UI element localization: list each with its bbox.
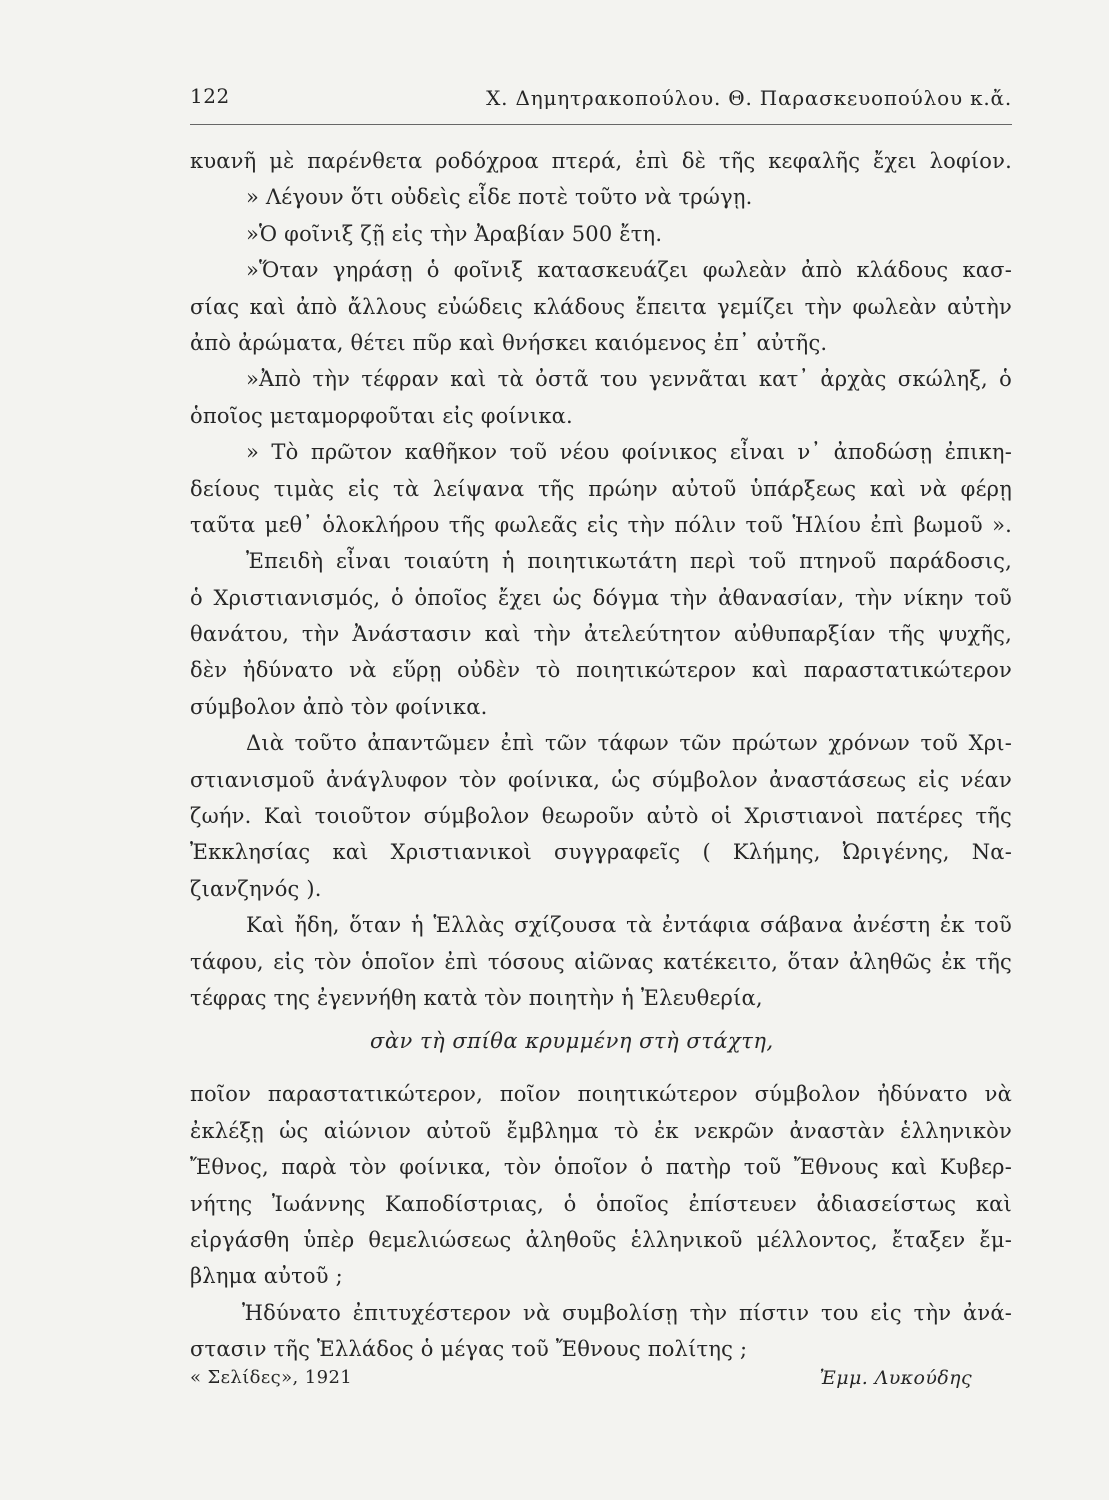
text-line: Καὶ ἤδη, ὅταν ἡ Ἑλλὰς σχίζουσα τὰ ἐντάφια σάβανα ἀνέστη ἐκ τοῦ — [246, 913, 1012, 938]
text-line: ποῖον παραστατικώτερον, ποῖον ποιητικώτερον σύμβολον ἠδύνατο νὰ — [190, 1082, 1012, 1107]
source-citation: « Σελίδες», 1921 — [190, 1367, 353, 1388]
page-header — [190, 84, 1012, 116]
text-line: Ἐκκλησίας καὶ Χριστιανικοὶ συγγραφεῖς ( Κλήμης, Ὠριγένης, Να- — [190, 840, 1012, 865]
text-line: τέφρας της ἐγεννήθη κατὰ τὸν ποιητὴν ἡ Ἐλευθερία, — [190, 985, 763, 1010]
text-line: »Ἀπὸ τὴν τέφραν καὶ τὰ ὀστᾶ του γεννᾶται κατ᾽ ἀρχὰς σκώληξ, ὁ — [246, 367, 1012, 392]
text-line: βλημα αὐτοῦ ; — [190, 1264, 343, 1289]
text-line: ταῦτα μεθ᾽ ὁλοκλήρου τῆς φωλεᾶς εἰς τὴν πόλιν τοῦ Ἡλίου ἐπὶ βωμοῦ ». — [190, 512, 1012, 537]
text-line: σύμβολον ἀπὸ τὸν φοίνικα. — [190, 694, 488, 719]
text-line: ζωήν. Καὶ τοιοῦτον σύμβολον θεωροῦν αὐτὸ οἱ Χριστιανοὶ πατέρες τῆς — [190, 804, 1012, 829]
text-line: » Τὸ πρῶτον καθῆκον τοῦ νέου φοίνικος εἶναι ν᾽ ἀποδώσῃ ἐπικη- — [246, 440, 1012, 465]
verse-quote: σὰν τὴ σπίθα κρυμμένη στὴ στάχτη, — [370, 1029, 774, 1054]
text-line: Ἠδύνατο ἐπιτυχέστερον νὰ συμβολίσῃ τὴν πίστιν του εἰς τὴν ἀνά- — [242, 1300, 1012, 1325]
body-text — [190, 143, 1012, 1368]
text-line: ἀπὸ ἀρώματα, θέτει πῦρ καὶ θνήσκει καιόμενος ἐπ᾽ αὐτῆς. — [190, 330, 828, 355]
text-line: ζιανζηνός ). — [190, 876, 322, 901]
text-line: » Λέγουν ὅτι οὐδεὶς εἶδε ποτὲ τοῦτο νὰ τρώγῃ. — [246, 185, 753, 210]
text-line: δείους τιμὰς εἰς τὰ λείψανα τῆς πρώην αὐτοῦ ὑπάρξεως καὶ νὰ φέρῃ — [190, 476, 1012, 501]
text-line: νήτης Ἰωάννης Καποδίστριας, ὁ ὁποῖος ἐπίστευεν ἀδιασείστως καὶ — [190, 1191, 1012, 1216]
spacer — [190, 1066, 1012, 1076]
text-line: Ἔθνος, παρὰ τὸν φοίνικα, τὸν ὁποῖον ὁ πατὴρ τοῦ Ἔθνους καὶ Κυβερ- — [190, 1155, 1012, 1180]
text-line: θανάτου, τὴν Ἀνάστασιν καὶ τὴν ἀτελεύτητον αὐθυπαρξίαν τῆς ψυχῆς, — [190, 622, 1012, 647]
page-number: 122 — [190, 84, 230, 108]
text-line: »Ὁ φοῖνιξ ζῇ εἰς τὴν Ἀραβίαν 500 ἔτη. — [246, 221, 663, 246]
text-line: ὁ Χριστιανισμός, ὁ ὁποῖος ἔχει ὡς δόγμα τὴν ἀθανασίαν, τὴν νίκην τοῦ — [190, 585, 1012, 610]
text-line: εἰργάσθη ὑπὲρ θεμελιώσεως ἀληθοῦς ἑλληνικοῦ μέλλοντος, ἔταξεν ἔμ- — [190, 1227, 1012, 1252]
page-footer — [190, 1367, 972, 1397]
text-line: ὁποῖος μεταμορφοῦται εἰς φοίνικα. — [190, 403, 573, 428]
author-signature: Ἐμμ. Λυκούδης — [819, 1367, 972, 1389]
text-line: »Ὅταν γηράσῃ ὁ φοῖνιξ κατασκευάζει φωλεὰν ἀπὸ κλάδους κασ- — [246, 258, 1012, 283]
text-line: ἐκλέξῃ ὡς αἰώνιον αὐτοῦ ἔμβλημα τὸ ἐκ νεκρῶν ἀναστὰν ἑλληνικὸν — [190, 1118, 1012, 1143]
text-line: στιανισμοῦ ἀνάγλυφον τὸν φοίνικα, ὡς σύμβολον ἀναστάσεως εἰς νέαν — [190, 767, 1012, 792]
text-line: Διὰ τοῦτο ἀπαντῶμεν ἐπὶ τῶν τάφων τῶν πρώτων χρόνων τοῦ Χρι- — [246, 731, 1012, 756]
text-line: σίας καὶ ἀπὸ ἄλλους εὐώδεις κλάδους ἔπειτα γεμίζει τὴν φωλεὰν αὐτὴν — [190, 294, 1012, 319]
text-line: Ἐπειδὴ εἶναι τοιαύτη ἡ ποιητικωτάτη περὶ τοῦ πτηνοῦ παράδοσις, — [246, 549, 1012, 574]
text-line: δὲν ἠδύνατο νὰ εὕρῃ οὐδὲν τὸ ποιητικώτερον καὶ παραστατικώτερον — [190, 658, 1012, 683]
running-head: Χ. Δημητρακοπούλου. Θ. Παρασκευοπούλου κ.ἄ. — [486, 86, 1012, 110]
text-line: κυανῆ μὲ παρένθετα ροδόχροα πτερά, ἐπὶ δὲ τῆς κεφαλῆς ἔχει λοφίον. — [190, 149, 1012, 173]
text-line: στασιν τῆς Ἑλλάδος ὁ μέγας τοῦ Ἔθνους πολίτης ; — [190, 1337, 748, 1362]
text-line: τάφου, εἰς τὸν ὁποῖον ἐπὶ τόσους αἰῶνας κατέκειτο, ὅταν ἀληθῶς ἐκ τῆς — [190, 949, 1012, 974]
header-rule — [190, 124, 1012, 125]
